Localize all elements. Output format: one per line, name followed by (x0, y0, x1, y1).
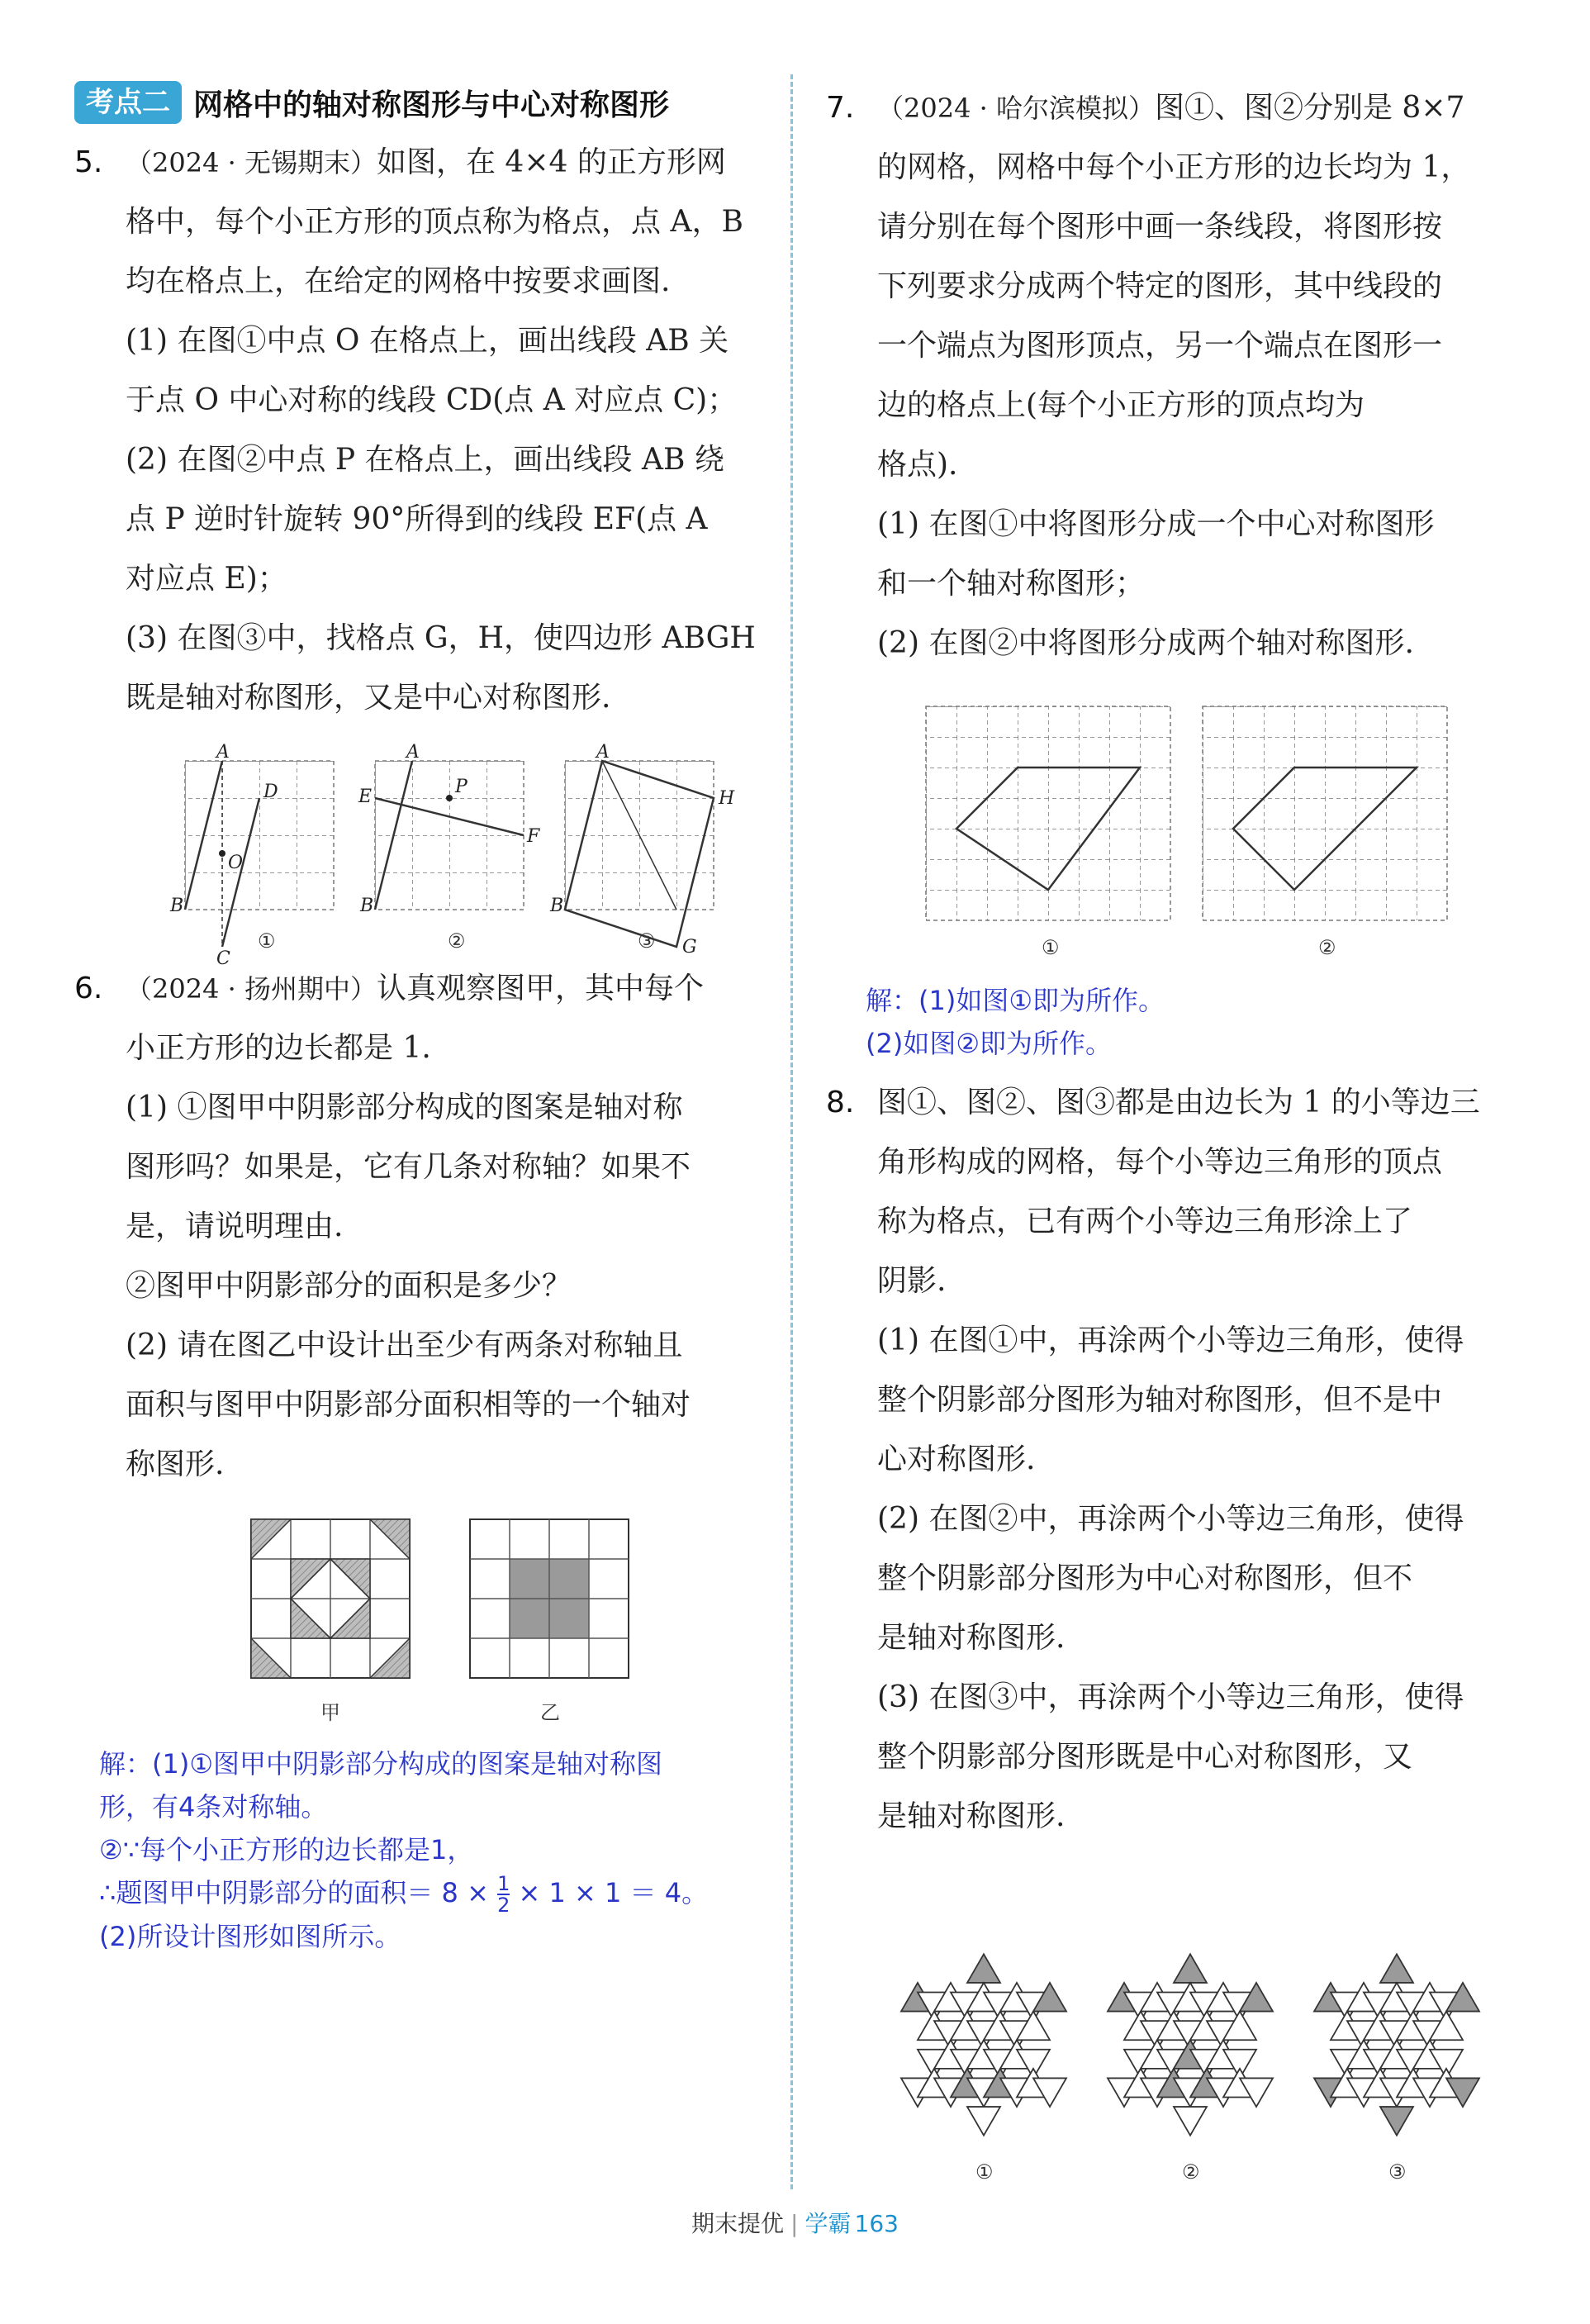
label-A: A (596, 742, 610, 763)
q6-answer (99, 1742, 772, 1958)
question-8 (826, 1073, 1520, 2185)
page-number: 163 (854, 2210, 899, 2237)
caption-2: ② (1182, 2160, 1200, 2184)
answer-line: 解：(1)①图甲中阴影部分构成的图案是轴对称图 (99, 1748, 663, 1780)
label-G: G (681, 937, 697, 958)
footer-title: 期末提优 (691, 2210, 785, 2237)
question-line: (2) 在图②中点 P 在格点上，画出线段 AB 绕 (126, 443, 724, 477)
question-number: 8. (826, 1086, 855, 1119)
question-line: (1) ①图甲中阴影部分构成的图案是轴对称 (126, 1091, 683, 1124)
label-B: B (169, 896, 183, 916)
label-O: O (227, 853, 243, 873)
question-line: 下列要求分成两个特定的图形，其中线段的 (877, 269, 1443, 303)
answer-line: ②∵每个小正方形的边长都是1， (99, 1834, 474, 1865)
label-C: C (216, 948, 230, 969)
question-number: 6. (74, 972, 103, 1005)
question-6 (74, 959, 772, 1734)
question-line: 整个阴影部分图形为轴对称图形，但不是中 (877, 1383, 1443, 1417)
question-number: 5. (74, 145, 103, 179)
question-line: (2) 在图②中将图形分成两个轴对称图形. (877, 626, 1414, 660)
question-line: 是轴对称图形. (877, 1799, 1066, 1833)
label-P: P (454, 777, 468, 797)
question-line: 格中，每个小正方形的顶点称为格点，点 A，B (126, 205, 743, 239)
page-footer (0, 2206, 1590, 2239)
triangle-cell (1380, 1954, 1413, 1983)
q8-figures (885, 1937, 1512, 2185)
q8-figure-3 (1314, 1954, 1479, 2135)
q5-figure-1 (169, 742, 334, 969)
question-line: 一个端点为图形顶点，另一个端点在图形一 (877, 329, 1443, 363)
question-line: 既是轴对称图形，又是中心对称图形. (126, 681, 611, 715)
answer-line: ∴题图甲中阴影部分的面积＝ 8 × $\frac{1}{2}$ × 1 × 1 ＝ 4。 (99, 1872, 709, 1917)
question-line: (2) 在图②中，再涂两个小等边三角形，使得 (877, 1502, 1464, 1536)
q8-figure-2 (1108, 1954, 1273, 2135)
label-F: F (526, 826, 539, 847)
question-line: 点 P 逆时针旋转 90°所得到的线段 EF(点 A (126, 502, 708, 536)
question-line: 角形构成的网格，每个小等边三角形的顶点 (877, 1145, 1443, 1179)
q6-figures (235, 1511, 664, 1734)
triangle-cell (967, 2107, 1000, 2136)
question-line: 均在格点上，在给定的网格中按要求画图. (126, 264, 671, 298)
question-7 (826, 78, 1520, 971)
question-line: 是轴对称图形. (877, 1621, 1066, 1655)
caption-2: ② (447, 929, 466, 953)
q5-figures (152, 742, 747, 969)
triangle-cell (1174, 1954, 1207, 1983)
footer-sep: | (790, 2210, 799, 2237)
caption-jia: 甲 (320, 1701, 340, 1724)
triangle-cell (1380, 2107, 1413, 2136)
question-line: 于点 O 中心对称的线段 CD(点 A 对应点 C)； (126, 383, 738, 417)
caption-2: ② (1318, 936, 1336, 959)
question-line: 图①、图②、图③都是由边长为 1 的小等边三 (877, 1086, 1480, 1119)
left-column (74, 78, 772, 1966)
question-source: （2024 · 扬州期中） (126, 973, 377, 1005)
question-line: 的网格，网格中每个小正方形的边长均为 1， (877, 150, 1471, 184)
answer-line: (2)所设计图形如图所示。 (99, 1921, 401, 1952)
caption-1: ① (975, 2160, 994, 2184)
question-line: 称图形. (126, 1447, 225, 1481)
question-line: 对应点 E)； (126, 562, 287, 596)
question-line: (1) 在图①中点 O 在格点上，画出线段 AB 关 (126, 324, 729, 358)
question-line: (3) 在图③中，再涂两个小等边三角形，使得 (877, 1680, 1464, 1714)
q7-figure-2 (1203, 706, 1447, 920)
q7-figure-1 (926, 706, 1170, 920)
question-5 (74, 133, 772, 969)
label-B: B (549, 896, 563, 916)
figure-jia (251, 1519, 410, 1678)
question-source: （2024 · 哈尔滨模拟） (877, 93, 1155, 124)
question-line: 和一个轴对称图形； (877, 567, 1146, 601)
footer-brand: 学霸 (804, 2210, 852, 2237)
caption-yi: 乙 (539, 1701, 560, 1724)
question-line: （2024 · 无锡期末）如图，在 4×4 的正方形网 (126, 145, 726, 179)
question-line: 格点). (877, 448, 958, 482)
caption-3: ③ (1388, 2160, 1407, 2184)
label-E: E (358, 787, 372, 807)
q7-figures (918, 698, 1479, 971)
triangle-cell (967, 1954, 1000, 1983)
question-line: 请分别在每个图形中画一条线段，将图形按 (877, 210, 1443, 244)
question-line: 整个阴影部分图形既是中心对称图形，又 (877, 1740, 1413, 1774)
label-A: A (406, 742, 420, 763)
section-header (74, 78, 772, 126)
section-title: 网格中的轴对称图形与中心对称图形 (193, 88, 670, 122)
question-line: （2024 · 哈尔滨模拟）图①、图②分别是 8×7 (877, 91, 1465, 125)
q7-answer (866, 979, 1520, 1065)
question-line: 阴影. (877, 1264, 947, 1298)
question-line: 小正方形的边长都是 1. (126, 1031, 431, 1065)
question-line: 图形吗？如果是，它有几条对称轴？如果不 (126, 1150, 691, 1184)
question-line: （2024 · 扬州期中）认真观察图甲，其中每个 (126, 972, 704, 1005)
question-line: (2) 请在图乙中设计出至少有两条对称轴且 (126, 1328, 683, 1362)
answer-line: 形，有4条对称轴。 (99, 1791, 328, 1823)
question-line: 整个阴影部分图形为中心对称图形，但不 (877, 1561, 1413, 1595)
question-line: 是，请说明理由. (126, 1210, 344, 1243)
question-line: (1) 在图①中将图形分成一个中心对称图形 (877, 507, 1435, 541)
triangle-cell (1174, 2107, 1207, 2136)
caption-1: ① (1042, 936, 1060, 959)
right-column (826, 78, 1520, 2193)
question-line: 边的格点上(每个小正方形的顶点均为 (877, 388, 1365, 422)
question-line: 心对称图形. (877, 1442, 1036, 1476)
fraction-half: $\frac{1}{2}$ (497, 1872, 510, 1917)
figure-yi (470, 1519, 629, 1678)
question-line: 面积与图甲中阴影部分面积相等的一个轴对 (126, 1388, 691, 1422)
q8-figure-1 (901, 1954, 1066, 2135)
question-source: （2024 · 无锡期末） (126, 147, 377, 178)
label-B: B (359, 896, 373, 916)
question-line: ②图甲中阴影部分的面积是多少？ (126, 1269, 572, 1303)
q5-figure-2 (358, 742, 540, 916)
question-line: 称为格点，已有两个小等边三角形涂上了 (877, 1205, 1413, 1238)
answer-line: 解：(1)如图①即为所作。 (866, 985, 1165, 1016)
question-number: 7. (826, 91, 855, 125)
answer-line: (2)如图②即为所作。 (866, 1028, 1113, 1059)
label-D: D (263, 782, 278, 802)
label-A: A (216, 742, 230, 763)
q5-figure-3 (549, 742, 735, 958)
label-H: H (718, 788, 734, 809)
question-line: (3) 在图③中，找格点 G，H，使四边形 ABGH (126, 621, 756, 655)
caption-1: ① (257, 929, 276, 953)
caption-3: ③ (637, 929, 656, 953)
question-line: (1) 在图①中，再涂两个小等边三角形，使得 (877, 1324, 1464, 1357)
section-tag: 考点二 (74, 81, 182, 124)
column-divider (790, 74, 793, 2189)
